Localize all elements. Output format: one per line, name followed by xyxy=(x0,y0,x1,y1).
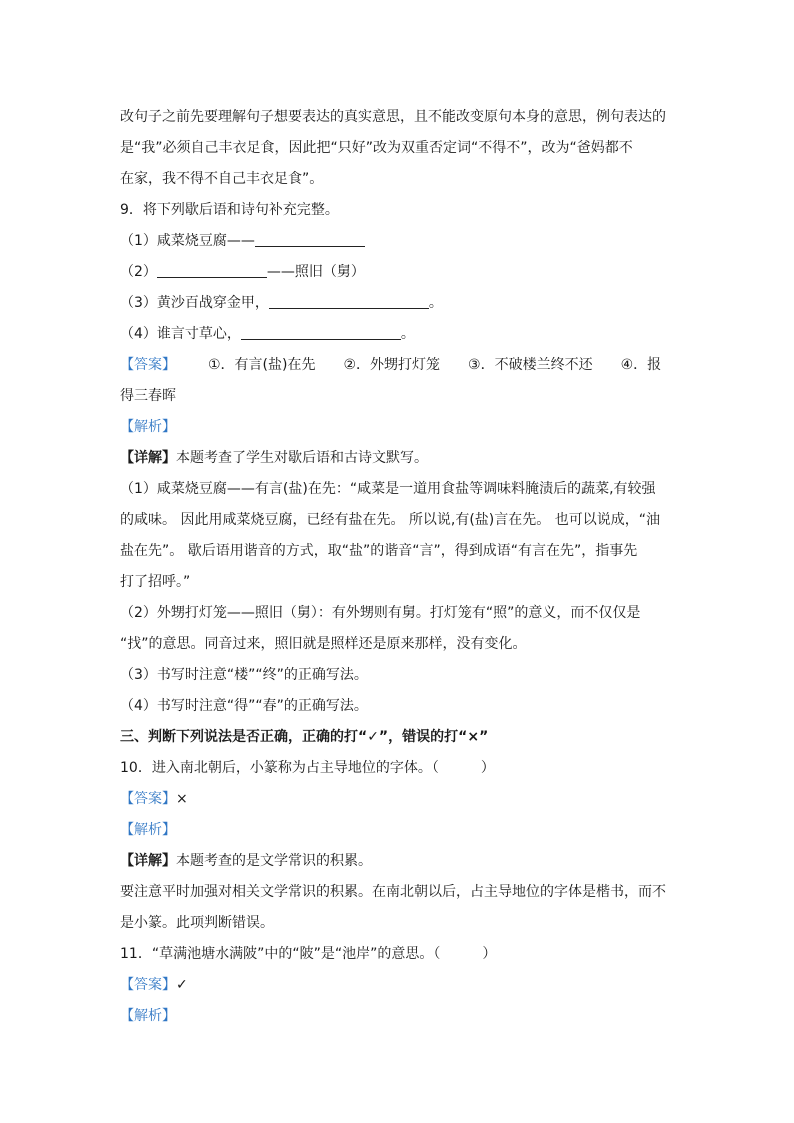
q9-item-3-blank[interactable] xyxy=(269,291,429,309)
detail-tag: 【详解】 xyxy=(120,450,176,466)
answer-tag: 【答案】 xyxy=(120,977,176,993)
q9-item-3-prefix: （3）黄沙百战穿金甲， xyxy=(120,295,269,311)
q11-question: 11．“草满池塘水满陂”中的“陂”是“池岸”的意思。（ ） xyxy=(120,946,497,962)
q9-detail xyxy=(120,443,680,474)
q10-detail xyxy=(120,846,680,877)
q9-answer-4: ④．报 xyxy=(620,357,662,373)
q9-d4: （4）书写时注意“得”“春”的正确写法。 xyxy=(120,698,368,714)
q9-d2-line-1: （2）外甥打灯笼——照旧（舅）：有外甥则有舅。打灯笼有“照”的意义，而不仅仅是 xyxy=(120,605,641,621)
q9-item-1-text: （1）咸菜烧豆腐—— xyxy=(120,233,255,249)
q9-analysis-tag: 【解析】 xyxy=(120,419,176,435)
q9-item-4-blank[interactable] xyxy=(241,322,401,340)
q9-detail-text: 本题考查了学生对歇后语和古诗文默写。 xyxy=(176,450,428,466)
q9-answer-cont: 得三春晖 xyxy=(120,388,176,404)
q9-answer-1: ①．有言(盐)在先 xyxy=(208,357,316,373)
q9-answer-3: ③．不破楼兰终不还 xyxy=(468,357,593,373)
q9-item-2-suffix: ——照旧（舅） xyxy=(266,264,365,280)
q11-analysis-tag: 【解析】 xyxy=(120,1008,176,1024)
q9-d3: （3）书写时注意“楼”“终”的正确写法。 xyxy=(120,667,368,683)
q9-item-1 xyxy=(120,226,680,257)
answer-tag: 【答案】 xyxy=(120,791,176,807)
detail-tag: 【详解】 xyxy=(120,853,176,869)
q9-answer-line xyxy=(120,350,680,381)
q9-answer-2: ②．外甥打灯笼 xyxy=(343,357,441,373)
q10-analysis-tag: 【解析】 xyxy=(120,822,176,838)
q10-detail-text: 本题考查的是文学常识的积累。 xyxy=(176,853,372,869)
q9-item-2 xyxy=(120,257,680,288)
q9-d1-line-2: 的咸味。 因此用咸菜烧豆腐，已经有盐在先。 所以说,有(盐)言在先。 也可以说成，“油 xyxy=(120,512,660,528)
answer-tag: 【答案】 xyxy=(120,357,176,373)
q9-d2-line-2: “找”的意思。同音过来，照旧就是照样还是原来那样，没有变化。 xyxy=(120,636,527,652)
q11-answer-value: ✓ xyxy=(176,977,188,993)
intro-line-1: 改句子之前先要理解句子想要表达的真实意思，且不能改变原句本身的意思，例句表达的 xyxy=(120,109,666,125)
q9-d1-line-4: 打了招呼。” xyxy=(120,574,191,590)
intro-line-2: 是“我”必须自己丰衣足食，因此把“只好”改为双重否定词“不得不”，改为“爸妈都不 xyxy=(120,140,633,156)
q9-item-3-suffix: 。 xyxy=(428,295,443,311)
q9-item-1-blank[interactable] xyxy=(255,229,365,247)
q9-item-4-prefix: （4）谁言寸草心， xyxy=(120,326,241,342)
q9-d1-line-1: （1）咸菜烧豆腐——有言(盐)在先：“咸菜是一道用食盐等调味料腌渍后的蔬菜,有较强 xyxy=(120,481,656,497)
q10-answer xyxy=(120,784,680,815)
q9-item-3 xyxy=(120,288,680,319)
q10-explanation-line-1: 要注意平时加强对相关文学常识的积累。在南北朝以后，占主导地位的字体是楷书，而不 xyxy=(120,884,666,900)
q9-d1-line-3: 盐在先”。 歇后语用谐音的方式，取“盐”的谐音“言”，得到成语“有言在先”，指事先 xyxy=(120,543,638,559)
intro-line-3: 在家，我不得不自己丰衣足食”。 xyxy=(120,171,324,187)
q9-item-4 xyxy=(120,319,680,350)
q10-question: 10．进入南北朝后，小篆称为占主导地位的字体。（ ） xyxy=(120,760,495,776)
document-content xyxy=(120,102,680,1032)
q9-item-4-suffix: 。 xyxy=(400,326,415,342)
q9-title: 9．将下列歇后语和诗句补充完整。 xyxy=(120,202,339,218)
q10-explanation-line-2: 是小篆。此项判断错误。 xyxy=(120,915,274,931)
q9-item-2-prefix: （2） xyxy=(120,264,157,280)
q11-answer xyxy=(120,970,680,1001)
section-3-title: 三、判断下列说法是否正确，正确的打“✓”，错误的打“×” xyxy=(120,729,489,745)
q10-answer-value: × xyxy=(176,791,188,807)
q9-item-2-blank[interactable] xyxy=(157,260,267,278)
